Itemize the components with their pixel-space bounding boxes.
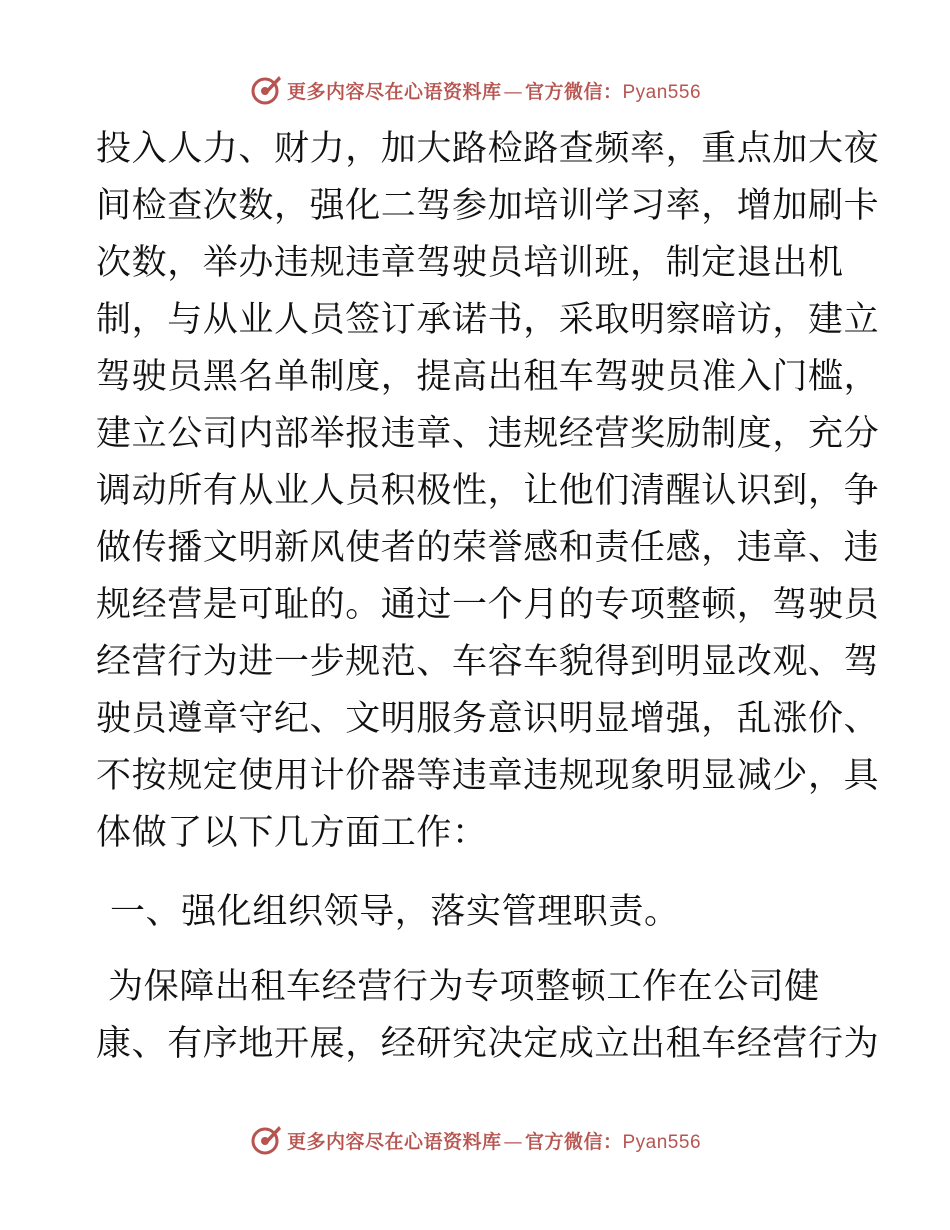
header-watermark xyxy=(0,72,950,108)
watermark-brand: 更多内容尽在心语资料库 xyxy=(286,80,502,103)
paragraph-spacer xyxy=(96,944,856,962)
paragraph-1-line: 驾驶员黑名单制度，提高出租车驾驶员准入门槛， xyxy=(96,357,880,397)
paragraph-1-line: 经营行为进一步规范、车容车貌得到明显改观、驾 xyxy=(96,642,880,682)
section-heading: 一、强化组织领导，落实管理职责。 xyxy=(110,892,680,932)
paragraph-1-line: 间检查次数，强化二驾参加培训学习率，增加刷卡 xyxy=(96,186,880,226)
footer-watermark xyxy=(0,1122,950,1158)
paragraph-1-line: 次数，举办违规违章驾驶员培训班，制定退出机 xyxy=(96,243,844,283)
paragraph-2-line: 康、有序地开展，经研究决定成立出租车经营行为 xyxy=(96,1024,880,1064)
watermark-separator: — xyxy=(503,80,523,103)
quill-circle-icon xyxy=(249,1123,283,1157)
watermark-contact-label: 官方微信： xyxy=(524,80,623,103)
watermark-brand: 更多内容尽在心语资料库 xyxy=(286,1130,502,1153)
document-body xyxy=(96,124,880,1076)
watermark-text xyxy=(287,77,701,104)
paragraph-1-line: 驶员遵章守纪、文明服务意识明显增强，乱涨价、 xyxy=(96,699,880,739)
quill-circle-icon xyxy=(249,73,283,107)
paragraph-1-line: 制，与从业人员签订承诺书，采取明察暗访，建立 xyxy=(96,300,880,340)
watermark-separator: — xyxy=(503,1130,523,1153)
paragraph-2-line: 为保障出租车经营行为专项整顿工作在公司健 xyxy=(108,967,821,1007)
paragraph-1-line: 做传播文明新风使者的荣誉感和责任感，违章、违 xyxy=(96,528,880,568)
watermark-text xyxy=(287,1127,701,1154)
paragraph-1-line: 体做了以下几方面工作： xyxy=(96,813,488,853)
paragraph-1-line: 投入人力、财力，加大路检路查频率，重点加大夜 xyxy=(96,129,880,169)
watermark-contact-id: Pyan556 xyxy=(622,1131,702,1153)
paragraph-spacer xyxy=(96,865,856,887)
paragraph-1-line: 不按规定使用计价器等违章违规现象明显减少，具 xyxy=(96,756,880,796)
paragraph-1-line: 调动所有从业人员积极性，让他们清醒认识到，争 xyxy=(96,471,880,511)
paragraph-1-line: 建立公司内部举报违章、违规经营奖励制度，充分 xyxy=(96,414,880,454)
watermark-contact-id: Pyan556 xyxy=(622,81,702,103)
paragraph-1-line: 规经营是可耻的。通过一个月的专项整顿，驾驶员 xyxy=(96,585,880,625)
watermark-contact-label: 官方微信： xyxy=(524,1130,623,1153)
